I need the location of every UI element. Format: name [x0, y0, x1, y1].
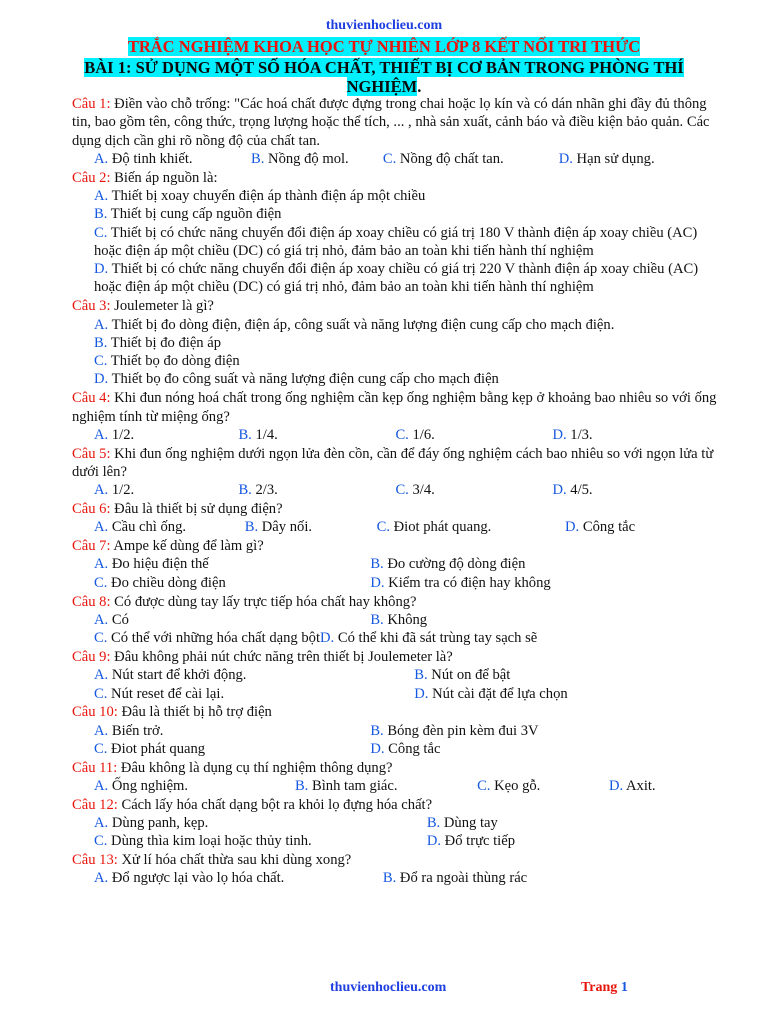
question-text: Khi đun ống nghiệm dưới ngọn lửa đèn cồn, cần để đáy ống nghiệm cách bao nhiêu so với ngọn lửa từ dưới lên? — [72, 445, 714, 480]
question-label: Câu 13: — [72, 852, 118, 869]
question-label: Câu 10: — [72, 704, 118, 721]
question-label: Câu 12: — [72, 796, 118, 813]
question-10 — [72, 703, 722, 758]
question-label: Câu 6: — [72, 501, 111, 518]
option-c: C. Dùng thìa kim loại hoặc thủy tinh. — [94, 833, 312, 850]
question-text: Ampe kế dùng để làm gì? — [110, 538, 264, 555]
option-c: C. Điot phát quang. — [376, 519, 492, 536]
question-4 — [72, 389, 722, 444]
question-9 — [72, 648, 722, 703]
options-row — [72, 611, 722, 629]
question-text: Đâu không là dụng cụ thí nghiệm thông dụng? — [117, 759, 393, 776]
question-label: Câu 8: — [72, 593, 111, 610]
title-line-1: TRẮC NGHIỆM KHOA HỌC TỰ NHIÊN LỚP 8 KẾT NỐI TRI THỨC — [127, 37, 641, 56]
options-row — [72, 574, 722, 592]
option-b: B. Đổ ra ngoài thùng rác — [382, 870, 528, 887]
option-c: C. Điot phát quang — [94, 740, 206, 757]
question-2 — [72, 169, 722, 297]
title-line-2b: NGHIỆM — [346, 77, 418, 96]
option-b: B. Thiết bị đo điện áp — [94, 334, 222, 351]
option-b: B. Bóng đèn pin kèm đui 3V — [370, 722, 539, 739]
option-a: A. 1/2. — [94, 482, 135, 499]
options-row — [72, 481, 722, 499]
option-d: D. Hạn sử dụng. — [558, 150, 655, 167]
option-a: A. Thiết bị xoay chuyển điện áp thành điện áp một chiều — [94, 187, 426, 204]
option-b: B. Đo cường độ dòng điện — [370, 556, 526, 573]
question-label: Câu 1: — [72, 96, 111, 112]
question-text: Đâu không phải nút chức năng trên thiết bị Joulemeter là? — [110, 648, 453, 665]
options-row — [72, 685, 722, 703]
question-1 — [72, 95, 722, 168]
options-row — [72, 555, 722, 573]
question-label: Câu 3: — [72, 298, 111, 315]
options-row — [72, 740, 722, 758]
question-label: Câu 4: — [72, 390, 111, 407]
option-d: D. Nút cài đặt để lựa chọn — [414, 685, 568, 702]
options-row — [72, 814, 722, 832]
options-row — [72, 722, 722, 740]
option-d: D. Công tắc — [564, 519, 636, 536]
question-list — [72, 95, 722, 888]
option-c: C. Có thể với những hóa chất dạng bột — [94, 630, 320, 647]
options-row — [72, 869, 722, 887]
question-8 — [72, 593, 722, 648]
question-text: Xử lí hóa chất thừa sau khi dùng xong? — [117, 852, 352, 869]
option-a: A. Cầu chì ống. — [94, 519, 187, 536]
option-d: D. Thiết bọ đo công suất và năng lượng điện cung cấp cho mạch điện — [94, 371, 499, 388]
question-text: Khi đun nóng hoá chất trong ống nghiệm cần kẹp ống nghiệm bằng kẹp ở khoảng bao nhiêu so với ống nghiệm tính từ miệng ống? — [72, 390, 717, 425]
question-label: Câu 2: — [72, 169, 111, 186]
option-c: C. Kẹo gỗ. — [477, 777, 541, 794]
option-b: B. Bình tam giác. — [294, 777, 398, 794]
question-text: Joulemeter là gì? — [110, 298, 214, 315]
options-row — [72, 518, 722, 536]
option-a: A. Ống nghiệm. — [94, 777, 189, 794]
page-number — [581, 980, 628, 996]
option-d: D. 4/5. — [552, 482, 593, 499]
option-a: A. Độ tinh khiết. — [94, 150, 193, 167]
document-title — [40, 37, 728, 56]
options-row — [72, 832, 722, 850]
option-a: A. Đo hiệu điện thế — [94, 556, 209, 573]
title-line-2a: BÀI 1: SỬ DỤNG MỘT SỐ HÓA CHẤT, THIẾT BỊ CƠ BẢN TRONG PHÒNG THÍ — [84, 58, 684, 77]
site-header-link[interactable]: thuvienhoclieu.com — [325, 18, 443, 33]
question-label: Câu 7: — [72, 538, 111, 555]
option-a: A. Dùng panh, kẹp. — [94, 815, 209, 832]
site-footer-link[interactable]: thuvienhoclieu.com — [330, 980, 447, 995]
lesson-title: BÀI 1: SỬ DỤNG MỘT SỐ HÓA CHẤT, THIẾT BỊ CƠ BẢN TRONG PHÒNG THÍ NGHIỆM. — [84, 58, 684, 96]
question-5 — [72, 445, 722, 500]
option-c: C. Thiết bị có chức năng chuyển đổi điện áp xoay chiều có giá trị 180 V thành điện áp xoay chiều (AC) hoặc điện áp một chiều (DC) có giá trị nhỏ, đảm bảo an toàn khi tiến hành thí nghiệm — [94, 224, 698, 259]
question-text: Cách lấy hóa chất dạng bột ra khỏi lọ đựng hóa chất? — [117, 796, 433, 813]
option-d: D. Công tắc — [370, 740, 441, 757]
option-b: B. 1/4. — [238, 426, 278, 443]
question-text: Có được dùng tay lấy trực tiếp hóa chất hay không? — [110, 593, 417, 610]
option-d: D. Kiểm tra có điện hay không — [370, 574, 551, 591]
question-text: Biến áp nguồn là: — [110, 169, 218, 186]
option-d: D. Axit. — [608, 777, 656, 794]
question-3 — [72, 297, 722, 388]
option-b: B. Dùng tay — [426, 815, 498, 832]
option-a: A. 1/2. — [94, 426, 135, 443]
options-row — [72, 629, 722, 647]
option-c: C. 1/6. — [395, 426, 435, 443]
option-c: C. Đo chiều dòng điện — [94, 574, 226, 591]
question-text: Điền vào chỗ trống: "Các hoá chất được đựng trong chai hoặc lọ kín và có dán nhãn ghi đầy đủ thông tin, bao gồm tên, công thức, trọng lượng hoặc thể tích, ... , nhà sản xuất, cảnh báo và điều kiện bảo quản. Các dụng dịch cần ghi rõ nồng độ của chất tan. — [72, 96, 710, 149]
option-a: A. Thiết bị đo dòng điện, điện áp, công suất và năng lượng điện cung cấp cho mạch điện. — [94, 316, 615, 333]
option-a: A. Đổ ngược lại vào lọ hóa chất. — [94, 870, 285, 887]
page-number-value: 1 — [620, 980, 628, 995]
option-b: B. Không — [370, 611, 428, 628]
question-text: Đâu là thiết bị hỗ trợ điện — [117, 704, 272, 721]
question-7 — [72, 537, 722, 592]
option-b: B. Nồng độ mol. — [251, 150, 349, 167]
option-d: D. 1/3. — [552, 426, 593, 443]
option-c: C. Thiết bọ đo dòng điện — [94, 353, 240, 370]
options-row — [72, 777, 722, 795]
question-13 — [72, 851, 722, 888]
option-c: C. Nút reset để cài lại. — [94, 685, 225, 702]
options-row — [72, 150, 722, 168]
option-c: C. 3/4. — [395, 482, 435, 499]
option-d: D. Đổ trực tiếp — [426, 833, 515, 850]
option-a: A. Có — [94, 611, 129, 628]
options-row — [72, 426, 722, 444]
question-label: Câu 11: — [72, 759, 118, 776]
option-c: C. Nồng độ chất tan. — [382, 150, 504, 167]
question-text: Đâu là thiết bị sử dụng điện? — [110, 501, 283, 518]
option-d: D. Có thể khi đã sát trùng tay sạch sẽ — [320, 630, 538, 647]
question-11 — [72, 759, 722, 796]
option-b: B. Nút on để bật — [414, 667, 511, 684]
question-6 — [72, 500, 722, 537]
page-label: Trang — [581, 980, 621, 995]
option-b: B. Dây nối. — [244, 519, 313, 536]
option-a: A. Nút start để khởi động. — [94, 667, 247, 684]
options-row — [72, 666, 722, 684]
question-label: Câu 5: — [72, 445, 111, 462]
option-b: B. 2/3. — [238, 482, 278, 499]
question-label: Câu 9: — [72, 648, 111, 665]
option-d: D. Thiết bị có chức năng chuyển đổi điện áp xoay chiều có giá trị 220 V thành điện áp xoay chiều (AC) hoặc điện áp một chiều (DC) có giá trị nhỏ, đảm bảo an toàn khi tiến hành thí nghiệm — [94, 261, 699, 296]
option-a: A. Biến trở. — [94, 722, 164, 739]
question-12 — [72, 796, 722, 851]
option-b: B. Thiết bị cung cấp nguồn điện — [94, 206, 282, 223]
